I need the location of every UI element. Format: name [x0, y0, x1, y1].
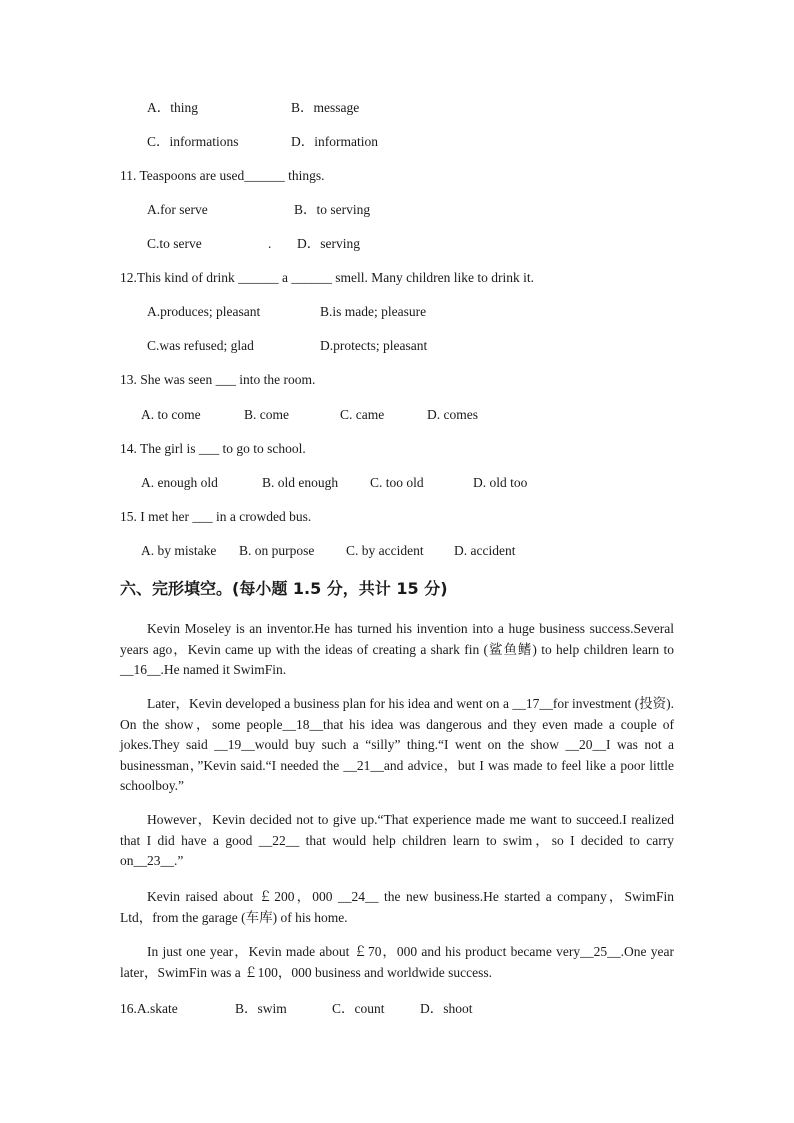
q14-option-d: D. old too: [473, 475, 528, 490]
q10-option-b: B．message: [291, 100, 360, 115]
q11-option-d: D．serving: [297, 236, 360, 251]
q15-option-d: D. accident: [454, 543, 516, 558]
q12-option-c: C.was refused; glad: [147, 338, 254, 353]
q10-option-c: C．informations: [147, 134, 239, 149]
q12-option-b: B.is made; pleasure: [320, 304, 427, 319]
q16-option-d: D．shoot: [420, 1001, 473, 1016]
q15-option-c: C. by accident: [346, 543, 424, 558]
passage-paragraph-4: [120, 887, 674, 928]
passage-paragraph-5: [120, 942, 674, 983]
q15-stem: 15. I met her ___ in a crowded bus.: [120, 509, 312, 524]
passage-text: However，Kevin decided not to give up.“That experience made me want to succeed.I realized that I did have a good __22__ that would help children learn to swim，so I decided to carry on__23__.”: [120, 812, 674, 868]
q15-option-b: B. on purpose: [239, 543, 315, 558]
q15-option-a: A. by mistake: [141, 543, 217, 558]
passage-text: Kevin raised about ￡200，000 __24__ the new business.He started a company，SwimFin Ltd，from the garage (车库) of his home.: [120, 889, 674, 925]
q11-stem: 11. Teaspoons are used______ things.: [120, 168, 325, 183]
q12-stem: 12.This kind of drink ______ a ______ smell. Many children like to drink it.: [120, 270, 534, 285]
q16-option-b: B．swim: [235, 1001, 287, 1016]
passage-paragraph-1: [120, 619, 674, 681]
passage-paragraph-2: [120, 694, 674, 797]
q14-option-a: A. enough old: [141, 475, 218, 490]
q16-option-a: 16.A.skate: [120, 1001, 178, 1016]
q13-option-d: D. comes: [427, 407, 478, 422]
passage-paragraph-3: [120, 810, 674, 872]
q12-option-d: D.protects; pleasant: [320, 338, 428, 353]
q13-option-c: C. came: [340, 407, 385, 422]
q14-stem: 14. The girl is ___ to go to school.: [120, 441, 306, 456]
q10-option-a: A．thing: [147, 100, 199, 115]
q11-option-c: C.to serve: [147, 236, 202, 251]
q13-option-a: A. to come: [141, 407, 201, 422]
q13-option-b: B. come: [244, 407, 289, 422]
q11-stray-dot: .: [268, 236, 272, 251]
q16-option-c: C．count: [332, 1001, 385, 1016]
q10-option-d: D．information: [291, 134, 378, 149]
q14-option-c: C. too old: [370, 475, 424, 490]
passage-text: In just one year，Kevin made about ￡70，000 and his product became very__25__.One year later，SwimFin was a ￡100，000 business and worldwide success.: [120, 944, 674, 980]
q14-option-b: B. old enough: [262, 475, 339, 490]
q13-stem: 13. She was seen ___ into the room.: [120, 372, 316, 387]
section-heading: 六、完形填空。(每小题 1.5 分，共计 15 分): [120, 579, 448, 598]
q11-option-a: A.for serve: [147, 202, 208, 217]
q11-option-b: B．to serving: [294, 202, 371, 217]
passage-text: Later，Kevin developed a business plan for his idea and went on a __17__for investment (投资). On the show，some people__18__that his idea was dangerous and they even made a couple of jokes.They said __19__would buy such a “silly” thing.“I went on the show __20__I was not a businessman，”Kevin said.“I needed the __21__and advice，but I was made to feel like a poor little schoolboy.”: [120, 696, 674, 793]
q12-option-a: A.produces; pleasant: [147, 304, 261, 319]
passage-text: Kevin Moseley is an inventor.He has turned his invention into a huge business success.Several years ago，Kevin came up with the ideas of creating a shark fin (鲨鱼鳍) to help children learn to __16__.He named it SwimFin.: [120, 621, 674, 677]
